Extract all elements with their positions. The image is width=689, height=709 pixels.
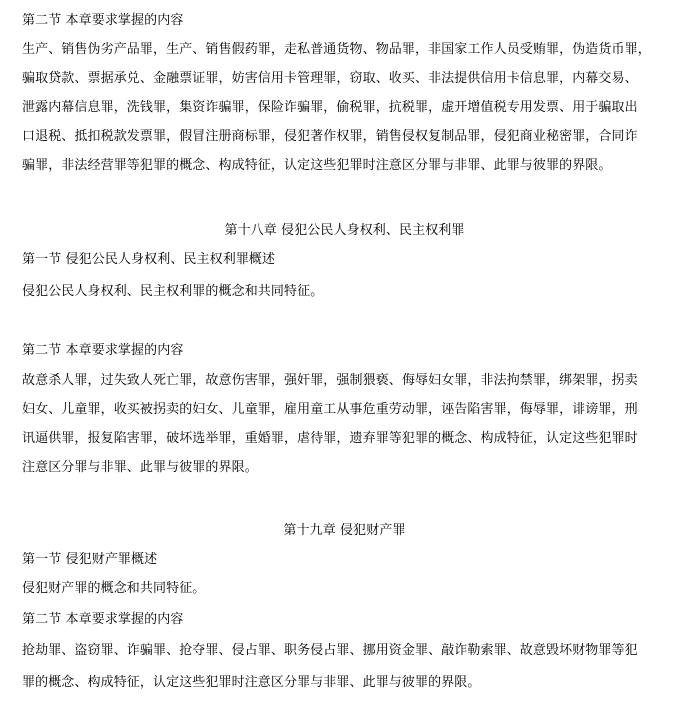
paragraph-line: 罪的概念、构成特征，认定这些犯罪时注意区分罪与非罪、此罪与彼罪的界限。 — [22, 675, 481, 690]
paragraph-line: 骗取贷款、票据承兑、金融票证罪，妨害信用卡管理罪，窃取、收买、非法提供信用卡信息罪，内幕交易、 — [22, 71, 638, 86]
paragraph-line: 泄露内幕信息罪，洗钱罪，集资诈骗罪，保险诈骗罪，偷税罪，抗税罪，虚开增值税专用发票、用于骗取出 — [22, 100, 638, 115]
paragraph-line: 口退税、抵扣税款发票罪，假冒注册商标罪，侵犯著作权罪，销售侵权复制品罪，侵犯商业秘密罪，合同诈 — [22, 129, 638, 144]
paragraph-line: 故意杀人罪，过失致人死亡罪，故意伤害罪，强奸罪，强制猥亵、侮辱妇女罪，非法拘禁罪，绑架罪，拐卖 — [22, 373, 638, 388]
chapter-title: 第十八章 侵犯公民人身权利、民主权利罪 — [224, 223, 465, 238]
paragraph-line: 抢劫罪、盗窃罪、诈骗罪、抢夺罪、侵占罪、职务侵占罪、挪用资金罪、敲诈勒索罪、故意毁坏财物罪等犯 — [22, 643, 638, 658]
paragraph-line: 骗罪，非法经营罪等犯罪的概念、构成特征，认定这些犯罪时注意区分罪与非罪、此罪与彼罪的界限。 — [22, 158, 612, 173]
paragraph-line: 注意区分罪与非罪、此罪与彼罪的界限。 — [22, 460, 258, 475]
section-heading: 第一节 侵犯财产罪概述 — [22, 552, 158, 567]
paragraph-line: 侵犯公民人身权利、民主权利罪的概念和共同特征。 — [22, 284, 324, 299]
paragraph-line: 妇女、儿童罪，收买被拐卖的妇女、儿童罪，雇用童工从事危重劳动罪，诬告陷害罪，侮辱罪，诽谤罪，刑 — [22, 402, 638, 417]
paragraph-line: 讯逼供罪，报复陷害罪，破坏选举罪，重婚罪，虐待罪，遗弃罪等犯罪的概念、构成特征，认定这些犯罪时 — [22, 431, 638, 446]
section-heading: 第二节 本章要求掌握的内容 — [22, 612, 184, 627]
section-heading: 第二节 本章要求掌握的内容 — [22, 343, 184, 358]
chapter-title: 第十九章 侵犯财产罪 — [283, 523, 406, 538]
section-heading: 第一节 侵犯公民人身权利、民主权利罪概述 — [22, 252, 276, 267]
paragraph-line: 侵犯财产罪的概念和共同特征。 — [22, 581, 206, 596]
paragraph-line: 生产、销售伪劣产品罪，生产、销售假药罪，走私普通货物、物品罪，非国家工作人员受贿罪，伪造货币罪， — [22, 42, 651, 57]
section-heading: 第二节 本章要求掌握的内容 — [22, 13, 184, 28]
